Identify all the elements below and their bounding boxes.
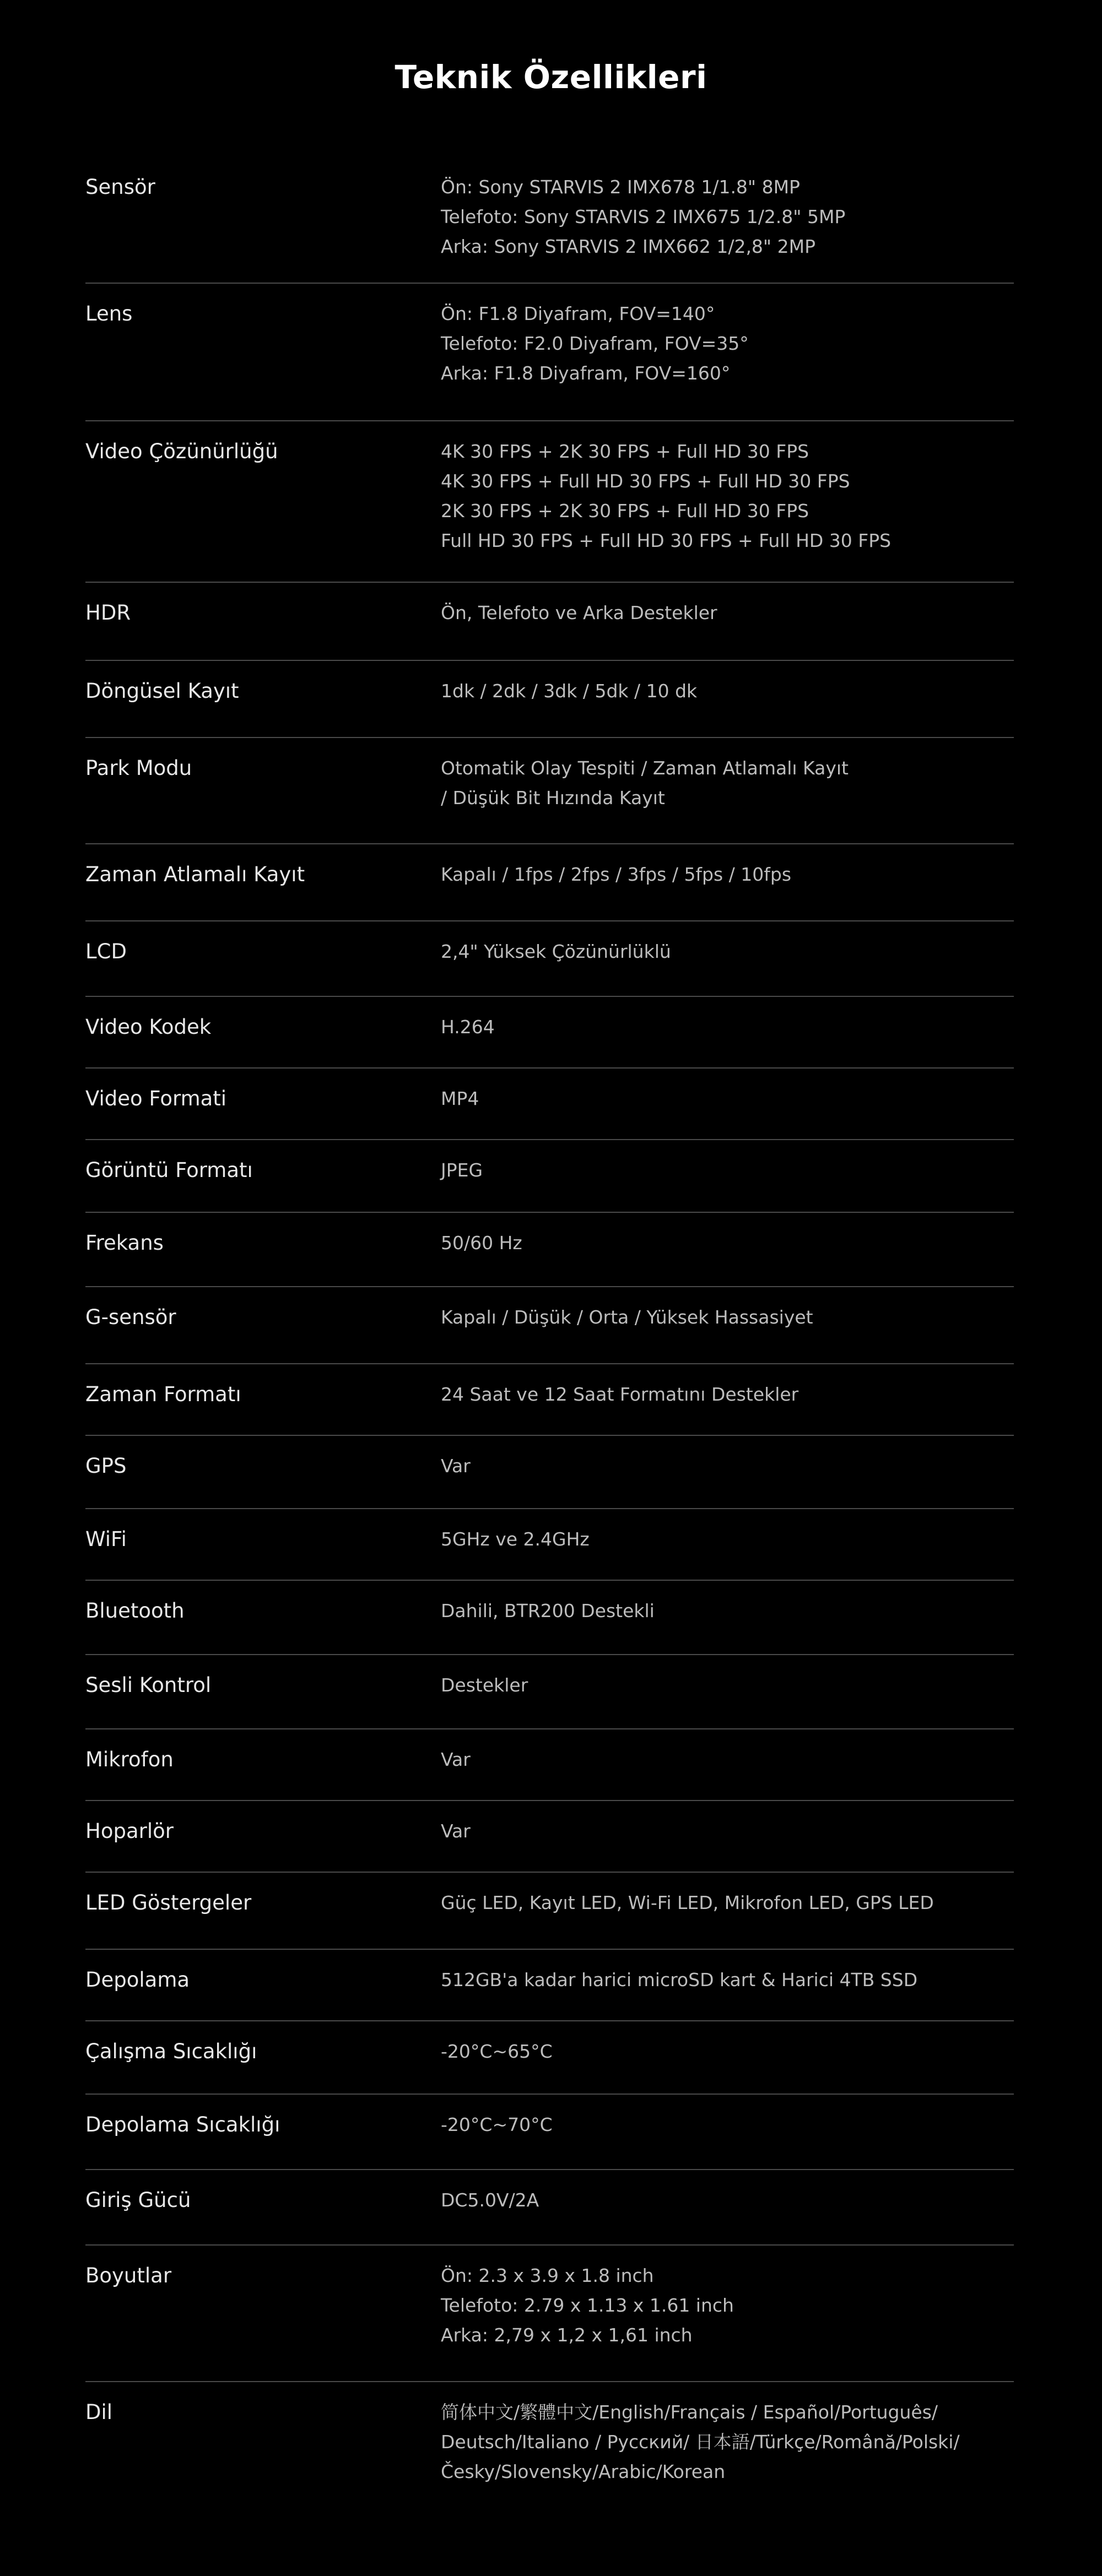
spec-label: Lens (85, 302, 133, 326)
spec-label: Zaman Formatı (85, 1382, 241, 1406)
spec-value (441, 2037, 1014, 2067)
spec-row (85, 1287, 1014, 1364)
spec-value-line: Arka: F1.8 Diyafram, FOV=160° (441, 362, 731, 384)
spec-label: Video Çözünürlüğü (85, 440, 278, 463)
spec-value-line: Var (441, 1455, 471, 1477)
spec-value-line: 512GB'a kadar harici microSD kart & Harici 4TB SSD (441, 1969, 918, 1991)
spec-row (85, 1140, 1014, 1213)
spec-label: Sensör (85, 175, 155, 199)
spec-row (85, 1873, 1014, 1950)
spec-row (85, 1069, 1014, 1140)
spec-label: Giriş Gücü (85, 2188, 191, 2212)
spec-value-line: Telefoto: 2.79 x 1.13 x 1.61 inch (441, 2295, 734, 2316)
spec-value-line: Ön: 2.3 x 3.9 x 1.8 inch (441, 2265, 654, 2286)
spec-value-line: Var (441, 1820, 471, 1842)
spec-value-line: MP4 (441, 1088, 479, 1109)
spec-label: Frekans (85, 1231, 164, 1255)
spec-value (441, 1596, 1014, 1626)
spec-row (85, 1729, 1014, 1801)
spec-label: Depolama (85, 1968, 190, 1992)
spec-row (85, 1581, 1014, 1655)
spec-value-line: / Düşük Bit Hızında Kayıt (441, 787, 665, 809)
spec-label: Video Formati (85, 1087, 227, 1110)
spec-label: Hoparlör (85, 1819, 174, 1843)
spec-label: Çalışma Sıcaklığı (85, 2040, 257, 2063)
spec-value (441, 1380, 1014, 1409)
spec-value (441, 1303, 1014, 1332)
spec-label: Bluetooth (85, 1599, 185, 1623)
spec-row (85, 1655, 1014, 1729)
spec-label: LCD (85, 940, 127, 963)
spec-value-line: 2,4" Yüksek Çözünürlüklü (441, 941, 671, 962)
spec-value (441, 1228, 1014, 1258)
spec-label: Video Kodek (85, 1015, 212, 1039)
spec-row (85, 1436, 1014, 1509)
spec-value-line: 5GHz ve 2.4GHz (441, 1528, 590, 1550)
spec-row (85, 2021, 1014, 2095)
spec-value-line: Destekler (441, 1674, 528, 1696)
spec-value-line: Var (441, 1749, 471, 1770)
spec-label: Depolama Sıcaklığı (85, 2113, 280, 2136)
spec-row (85, 2095, 1014, 2170)
spec-value (441, 2110, 1014, 2140)
spec-value-line: H.264 (441, 1016, 495, 1038)
spec-value-line: -20°C~65°C (441, 2041, 553, 2062)
spec-row (85, 1950, 1014, 2021)
spec-value-line: Arka: Sony STARVIS 2 IMX662 1/2,8" 2MP (441, 236, 815, 257)
spec-row (85, 1213, 1014, 1287)
spec-value-line: Güç LED, Kayıt LED, Wi-Fi LED, Mikrofon LED, GPS LED (441, 1892, 934, 1913)
spec-row (85, 157, 1014, 284)
spec-value-line: Arka: 2,79 x 1,2 x 1,61 inch (441, 2324, 693, 2346)
spec-label: WiFi (85, 1527, 127, 1551)
spec-row (85, 2382, 1014, 2512)
spec-value-line: 24 Saat ve 12 Saat Formatını Destekler (441, 1384, 799, 1405)
spec-value-line: 4K 30 FPS + Full HD 30 FPS + Full HD 30 FPS (441, 470, 850, 492)
spec-row (85, 921, 1014, 997)
spec-label: LED Göstergeler (85, 1891, 252, 1915)
spec-value (441, 1671, 1014, 1700)
spec-value (441, 172, 1014, 262)
spec-label: GPS (85, 1454, 127, 1478)
spec-row (85, 1364, 1014, 1436)
spec-value (441, 1888, 1014, 1918)
spec-label: Dil (85, 2400, 113, 2424)
spec-value-line: Kapalı / Düşük / Orta / Yüksek Hassasiyet (441, 1306, 813, 1328)
spec-value-line: Telefoto: F2.0 Diyafram, FOV=35° (441, 333, 749, 354)
spec-value (441, 676, 1014, 706)
spec-value-line: 50/60 Hz (441, 1232, 522, 1254)
spec-value (441, 598, 1014, 628)
spec-value-line: Ön: Sony STARVIS 2 IMX678 1/1.8" 8MP (441, 176, 800, 198)
spec-value-line: Otomatik Olay Tespiti / Zaman Atlamalı Kayıt (441, 757, 849, 779)
spec-row (85, 1509, 1014, 1581)
spec-value (441, 437, 1014, 556)
spec-value (441, 1816, 1014, 1846)
spec-row (85, 661, 1014, 738)
spec-value-line: Kapalı / 1fps / 2fps / 3fps / 5fps / 10fps (441, 864, 792, 885)
spec-label: Görüntü Formatı (85, 1158, 253, 1182)
spec-row (85, 1801, 1014, 1873)
spec-value (441, 1745, 1014, 1775)
spec-value-line: Deutsch/Italiano / Русский/ 日本語/Türkçe/Română/Polski/ (441, 2431, 960, 2453)
spec-row (85, 997, 1014, 1069)
spec-value (441, 1451, 1014, 1481)
spec-value-line: JPEG (441, 1159, 483, 1181)
spec-value (441, 1156, 1014, 1185)
spec-value (441, 1525, 1014, 1554)
spec-value (441, 2261, 1014, 2350)
spec-value (441, 299, 1014, 388)
spec-value (441, 1965, 1014, 1995)
spec-value-line: 1dk / 2dk / 3dk / 5dk / 10 dk (441, 680, 698, 702)
spec-row (85, 844, 1014, 921)
spec-label: G-sensör (85, 1305, 176, 1329)
spec-value-line: Full HD 30 FPS + Full HD 30 FPS + Full HD 30 FPS (441, 530, 892, 551)
spec-row (85, 284, 1014, 421)
spec-value-line: DC5.0V/2A (441, 2189, 539, 2211)
page-title: Teknik Özellikleri (395, 58, 707, 96)
spec-row (85, 2170, 1014, 2246)
spec-value-line: 4K 30 FPS + 2K 30 FPS + Full HD 30 FPS (441, 441, 809, 462)
spec-value-line: -20°C~70°C (441, 2114, 553, 2135)
spec-value-line: Dahili, BTR200 Destekli (441, 1600, 655, 1621)
spec-row (85, 421, 1014, 583)
spec-label: Boyutlar (85, 2264, 172, 2287)
spec-value (441, 2398, 1014, 2487)
spec-label: Park Modu (85, 756, 192, 780)
spec-value-line: Ön: F1.8 Diyafram, FOV=140° (441, 303, 715, 324)
spec-value-line: 2K 30 FPS + 2K 30 FPS + Full HD 30 FPS (441, 500, 809, 522)
spec-value-line: Telefoto: Sony STARVIS 2 IMX675 1/2.8" 5MP (441, 206, 846, 227)
spec-value-line: Ön, Telefoto ve Arka Destekler (441, 602, 717, 623)
spec-row (85, 583, 1014, 661)
spec-value (441, 860, 1014, 890)
spec-value (441, 1084, 1014, 1114)
spec-label: Döngüsel Kayıt (85, 679, 239, 703)
spec-label: Mikrofon (85, 1748, 174, 1771)
spec-value-line: Česky/Slovensky/Arabic/Korean (441, 2461, 726, 2482)
spec-label: Zaman Atlamalı Kayıt (85, 863, 305, 886)
spec-value (441, 2185, 1014, 2215)
spec-row (85, 738, 1014, 844)
spec-value (441, 753, 1014, 813)
spec-row (85, 2246, 1014, 2382)
spec-value (441, 937, 1014, 967)
spec-label: Sesli Kontrol (85, 1673, 212, 1697)
spec-value (441, 1012, 1014, 1042)
spec-value-line: 简体中文/繁體中文/English/Français / Español/Português/ (441, 2401, 938, 2423)
spec-label: HDR (85, 601, 131, 625)
